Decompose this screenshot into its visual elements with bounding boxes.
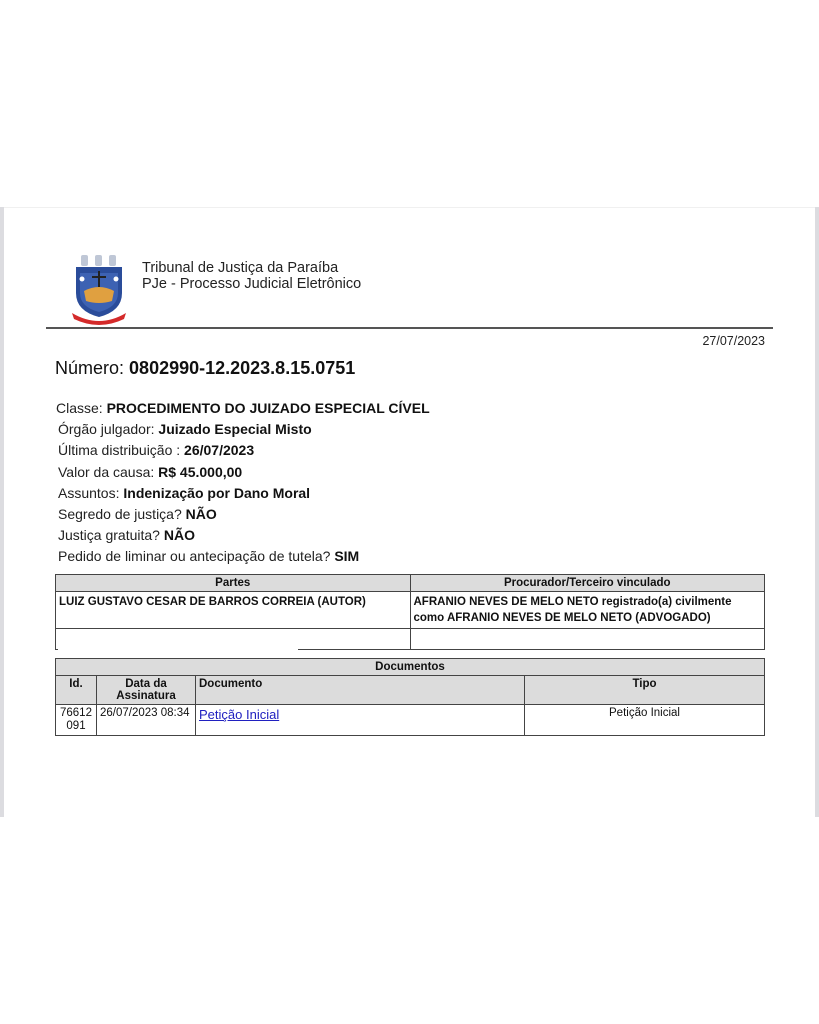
partes-header-row <box>56 575 765 592</box>
procurador-cell: AFRANIO NEVES DE MELO NETO registrado(a) civilmente como AFRANIO NEVES DE MELO NETO (ADVOGADO) <box>410 592 765 629</box>
documentos-title-row <box>56 659 765 676</box>
parte-cell: LUIZ GUSTAVO CESAR DE BARROS CORREIA (AUTOR) <box>56 592 411 629</box>
process-fields <box>56 398 430 568</box>
tjpb-coat-of-arms-icon <box>70 253 128 325</box>
field-value: SIM <box>334 548 360 565</box>
documentos-header-row <box>56 676 765 705</box>
col-procurador: Procurador/Terceiro vinculado <box>410 575 765 592</box>
field-value: NÃO <box>185 506 217 523</box>
field-gratuita <box>56 525 430 546</box>
field-label: Pedido de liminar ou antecipação de tutela? <box>58 548 331 565</box>
org-name: Tribunal de Justiça da Paraíba <box>142 260 339 276</box>
doc-documento <box>196 705 525 736</box>
table-row <box>56 592 765 629</box>
field-label: Assuntos: <box>58 484 120 501</box>
field-valor <box>56 462 430 483</box>
col-partes: Partes <box>56 575 411 592</box>
print-date: 27/07/2023 <box>702 334 765 348</box>
field-classe <box>56 398 430 419</box>
field-label: Órgão julgador: <box>58 421 155 438</box>
table-row <box>56 705 765 736</box>
field-value: PROCEDIMENTO DO JUIZADO ESPECIAL CÍVEL <box>106 400 430 416</box>
doc-data: 26/07/2023 08:34 <box>97 705 196 736</box>
doc-tipo: Petição Inicial <box>525 705 765 736</box>
documentos-title: Documentos <box>56 659 765 676</box>
process-number <box>55 358 355 379</box>
documentos-table <box>55 658 765 736</box>
field-label: Justiça gratuita? <box>58 527 160 544</box>
header-divider <box>46 327 773 329</box>
field-label: Última distribuição : <box>58 442 181 459</box>
field-orgao <box>56 419 430 440</box>
field-label: Classe: <box>56 400 103 416</box>
doc-link[interactable]: Petição Inicial <box>199 707 280 722</box>
field-liminar <box>56 546 430 567</box>
col-tipo: Tipo <box>525 676 765 705</box>
process-number-label: Número: <box>55 358 125 378</box>
page-right-edge <box>815 207 819 817</box>
field-value: NÃO <box>163 527 195 544</box>
system-name: PJe - Processo Judicial Eletrônico <box>142 276 362 292</box>
col-id: Id. <box>56 676 97 705</box>
procurador-cell-empty <box>410 629 765 650</box>
col-documento: Documento <box>196 676 525 705</box>
field-value: Indenização por Dano Moral <box>123 484 311 501</box>
process-number-value: 0802990-12.2023.8.15.0751 <box>129 358 356 378</box>
field-value: 26/07/2023 <box>184 442 255 459</box>
field-distribuicao <box>56 440 430 461</box>
header-text <box>142 260 361 292</box>
field-label: Valor da causa: <box>58 463 155 480</box>
field-value: R$ 45.000,00 <box>158 463 243 480</box>
field-segredo <box>56 504 430 525</box>
doc-id: 76612 091 <box>56 705 97 736</box>
field-label: Segredo de justiça? <box>58 506 182 523</box>
field-assuntos <box>56 483 430 504</box>
field-value: Juizado Especial Misto <box>158 421 312 438</box>
col-data: Data da Assinatura <box>97 676 196 705</box>
